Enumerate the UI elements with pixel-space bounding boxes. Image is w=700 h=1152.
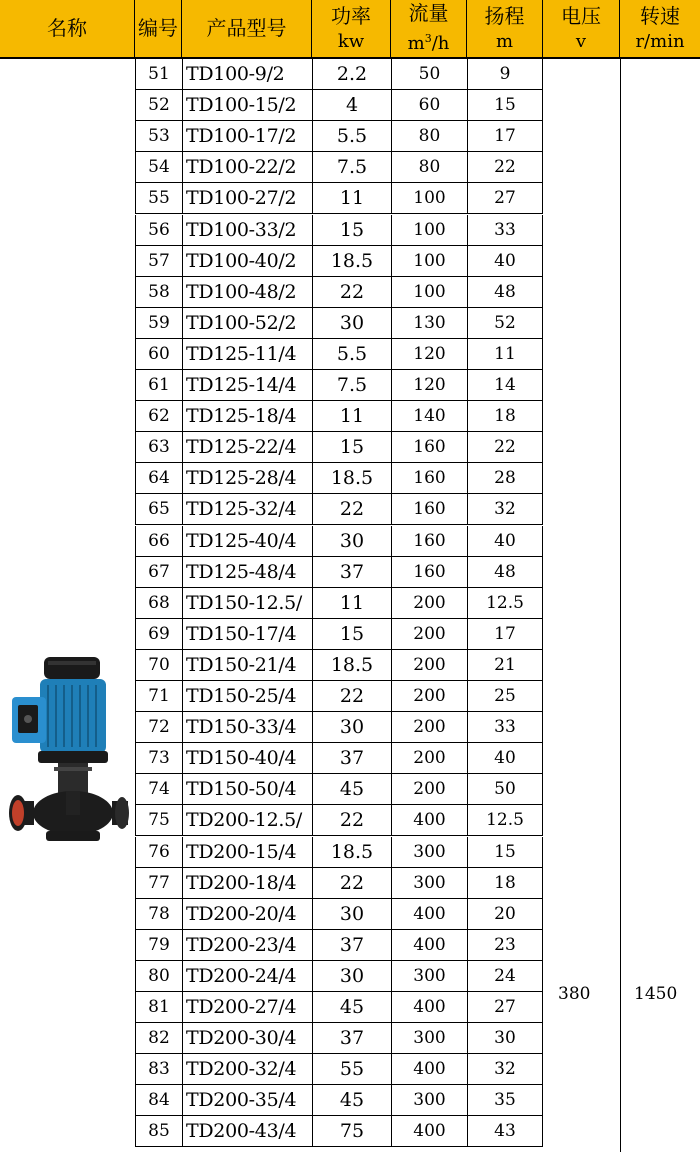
row-flow: 80 — [391, 121, 467, 152]
header-number — [135, 0, 182, 59]
row-power: 37 — [312, 1023, 391, 1054]
row-number: 68 — [135, 588, 182, 619]
header-speed-label: 转速 — [640, 3, 680, 28]
row-model: TD100-52/2 — [182, 308, 312, 339]
row-model: TD100-17/2 — [182, 121, 312, 152]
row-number: 75 — [135, 805, 182, 836]
header-power-unit: kw — [337, 30, 365, 52]
row-head: 17 — [467, 619, 543, 650]
row-model: TD150-40/4 — [182, 743, 312, 774]
header-power-label: 功率 — [331, 3, 371, 28]
row-head: 20 — [467, 899, 543, 930]
row-head: 40 — [467, 743, 543, 774]
header-voltage-unit: v — [575, 30, 587, 52]
row-model: TD200-32/4 — [182, 1054, 312, 1085]
header-number-label: 编号 — [138, 16, 178, 40]
table-row — [135, 121, 543, 152]
row-flow: 400 — [391, 899, 467, 930]
row-head: 15 — [467, 90, 543, 121]
row-flow: 400 — [391, 992, 467, 1023]
row-flow: 80 — [391, 152, 467, 183]
row-head: 24 — [467, 961, 543, 992]
row-model: TD100-9/2 — [182, 59, 312, 90]
row-head: 22 — [467, 432, 543, 463]
row-model: TD150-21/4 — [182, 650, 312, 681]
row-power: 22 — [312, 681, 391, 712]
table-row — [135, 183, 543, 214]
row-power: 4 — [312, 90, 391, 121]
row-power: 37 — [312, 557, 391, 588]
row-model: TD125-40/4 — [182, 526, 312, 557]
row-head: 25 — [467, 681, 543, 712]
row-head: 12.5 — [467, 588, 543, 619]
row-number: 80 — [135, 961, 182, 992]
row-model: TD200-20/4 — [182, 899, 312, 930]
row-flow: 300 — [391, 868, 467, 899]
row-power: 5.5 — [312, 121, 391, 152]
row-number: 70 — [135, 650, 182, 681]
table-row — [135, 277, 543, 308]
row-power: 45 — [312, 992, 391, 1023]
row-model: TD200-18/4 — [182, 868, 312, 899]
row-flow: 120 — [391, 339, 467, 370]
row-number: 72 — [135, 712, 182, 743]
row-head: 32 — [467, 494, 543, 525]
row-flow: 100 — [391, 246, 467, 277]
row-head: 18 — [467, 401, 543, 432]
row-number: 59 — [135, 308, 182, 339]
row-number: 78 — [135, 899, 182, 930]
row-head: 9 — [467, 59, 543, 90]
row-power: 37 — [312, 930, 391, 961]
header-speed — [620, 0, 700, 59]
row-flow: 400 — [391, 930, 467, 961]
header-flow — [391, 0, 467, 59]
row-number: 74 — [135, 774, 182, 805]
row-model: TD100-15/2 — [182, 90, 312, 121]
row-head: 22 — [467, 152, 543, 183]
row-flow: 400 — [391, 1054, 467, 1085]
row-head: 48 — [467, 277, 543, 308]
row-model: TD200-15/4 — [182, 837, 312, 868]
row-flow: 160 — [391, 557, 467, 588]
row-flow: 100 — [391, 215, 467, 246]
table-row — [135, 774, 543, 805]
row-head: 33 — [467, 712, 543, 743]
table-row — [135, 1116, 543, 1147]
row-number: 62 — [135, 401, 182, 432]
row-model: TD150-17/4 — [182, 619, 312, 650]
header-model — [182, 0, 312, 59]
row-power: 2.2 — [312, 59, 391, 90]
header-power — [312, 0, 391, 59]
row-model: TD125-18/4 — [182, 401, 312, 432]
row-power: 7.5 — [312, 370, 391, 401]
row-number: 77 — [135, 868, 182, 899]
row-flow: 50 — [391, 59, 467, 90]
table-row — [135, 557, 543, 588]
row-flow: 140 — [391, 401, 467, 432]
row-flow: 300 — [391, 1023, 467, 1054]
header-voltage-label: 电压 — [561, 3, 601, 28]
row-power: 30 — [312, 712, 391, 743]
row-model: TD200-43/4 — [182, 1116, 312, 1147]
header-flow-unit — [408, 26, 450, 56]
row-head: 21 — [467, 650, 543, 681]
table-row — [135, 152, 543, 183]
row-power: 30 — [312, 961, 391, 992]
header-head — [467, 0, 543, 59]
row-power: 5.5 — [312, 339, 391, 370]
row-flow: 100 — [391, 277, 467, 308]
row-flow: 200 — [391, 619, 467, 650]
row-number: 82 — [135, 1023, 182, 1054]
row-model: TD150-33/4 — [182, 712, 312, 743]
row-head: 12.5 — [467, 805, 543, 836]
row-model: TD150-50/4 — [182, 774, 312, 805]
row-number: 54 — [135, 152, 182, 183]
row-model: TD150-25/4 — [182, 681, 312, 712]
header-speed-unit: r/min — [635, 30, 685, 52]
row-head: 18 — [467, 868, 543, 899]
table-row — [135, 681, 543, 712]
row-number: 67 — [135, 557, 182, 588]
row-power: 30 — [312, 899, 391, 930]
row-flow: 300 — [391, 961, 467, 992]
row-model: TD200-30/4 — [182, 1023, 312, 1054]
table-row — [135, 930, 543, 961]
row-model: TD100-27/2 — [182, 183, 312, 214]
row-head: 52 — [467, 308, 543, 339]
row-flow: 200 — [391, 650, 467, 681]
row-number: 63 — [135, 432, 182, 463]
row-flow: 160 — [391, 463, 467, 494]
row-number: 76 — [135, 837, 182, 868]
row-head: 28 — [467, 463, 543, 494]
row-head: 32 — [467, 1054, 543, 1085]
row-model: TD200-24/4 — [182, 961, 312, 992]
row-number: 51 — [135, 59, 182, 90]
row-number: 58 — [135, 277, 182, 308]
row-number: 56 — [135, 215, 182, 246]
row-number: 85 — [135, 1116, 182, 1147]
row-power: 22 — [312, 277, 391, 308]
row-model: TD125-48/4 — [182, 557, 312, 588]
row-number: 60 — [135, 339, 182, 370]
row-power: 37 — [312, 743, 391, 774]
row-number: 53 — [135, 121, 182, 152]
row-power: 18.5 — [312, 837, 391, 868]
table-row — [135, 432, 543, 463]
row-head: 48 — [467, 557, 543, 588]
table-row — [135, 743, 543, 774]
row-power: 15 — [312, 619, 391, 650]
row-number: 61 — [135, 370, 182, 401]
row-number: 52 — [135, 90, 182, 121]
row-head: 40 — [467, 246, 543, 277]
table-row — [135, 339, 543, 370]
row-model: TD125-32/4 — [182, 494, 312, 525]
row-model: TD100-48/2 — [182, 277, 312, 308]
row-model: TD200-12.5/ — [182, 805, 312, 836]
table-row — [135, 868, 543, 899]
table-row — [135, 526, 543, 557]
table-row — [135, 619, 543, 650]
row-power: 15 — [312, 432, 391, 463]
header-name — [0, 0, 135, 59]
row-power: 18.5 — [312, 246, 391, 277]
header-name-label: 名称 — [47, 16, 87, 40]
shared-voltage: 380 — [558, 984, 591, 1004]
row-number: 69 — [135, 619, 182, 650]
row-flow: 300 — [391, 837, 467, 868]
row-head: 30 — [467, 1023, 543, 1054]
row-number: 79 — [135, 930, 182, 961]
row-model: TD150-12.5/ — [182, 588, 312, 619]
row-head: 27 — [467, 992, 543, 1023]
table-row — [135, 59, 543, 90]
row-power: 75 — [312, 1116, 391, 1147]
row-flow: 200 — [391, 774, 467, 805]
table-row — [135, 1023, 543, 1054]
row-flow: 200 — [391, 712, 467, 743]
row-number: 83 — [135, 1054, 182, 1085]
row-flow: 130 — [391, 308, 467, 339]
header-head-label: 扬程 — [484, 3, 525, 28]
row-head: 14 — [467, 370, 543, 401]
row-model: TD100-40/2 — [182, 246, 312, 277]
header-model-label: 产品型号 — [206, 16, 287, 40]
row-model: TD125-22/4 — [182, 432, 312, 463]
row-power: 11 — [312, 401, 391, 432]
row-head: 15 — [467, 837, 543, 868]
row-model: TD100-33/2 — [182, 215, 312, 246]
row-power: 18.5 — [312, 650, 391, 681]
row-model: TD125-28/4 — [182, 463, 312, 494]
row-flow: 200 — [391, 743, 467, 774]
row-power: 18.5 — [312, 463, 391, 494]
row-number: 57 — [135, 246, 182, 277]
row-power: 15 — [312, 215, 391, 246]
table-row — [135, 308, 543, 339]
table-row — [135, 90, 543, 121]
table-row — [135, 961, 543, 992]
row-number: 73 — [135, 743, 182, 774]
header-flow-unit-base: m — [407, 33, 425, 54]
name-column — [0, 59, 135, 1152]
row-power: 30 — [312, 526, 391, 557]
header-flow-label: 流量 — [408, 1, 449, 25]
row-power: 22 — [312, 494, 391, 525]
table-row — [135, 588, 543, 619]
row-power: 30 — [312, 308, 391, 339]
table-row — [135, 463, 543, 494]
row-flow: 400 — [391, 805, 467, 836]
row-model: TD200-35/4 — [182, 1085, 312, 1116]
row-flow: 100 — [391, 183, 467, 214]
row-number: 81 — [135, 992, 182, 1023]
table-row — [135, 401, 543, 432]
header-voltage — [543, 0, 620, 59]
row-head: 50 — [467, 774, 543, 805]
shared-speed: 1450 — [634, 984, 678, 1004]
header-head-unit: m — [495, 30, 514, 52]
table-row — [135, 837, 543, 868]
table-row — [135, 1054, 543, 1085]
row-head: 17 — [467, 121, 543, 152]
row-power: 7.5 — [312, 152, 391, 183]
pump-image — [8, 655, 130, 855]
row-model: TD200-27/4 — [182, 992, 312, 1023]
row-power: 22 — [312, 868, 391, 899]
row-head: 35 — [467, 1085, 543, 1116]
voltage-speed-divider — [620, 59, 621, 1152]
row-flow: 160 — [391, 494, 467, 525]
row-flow: 200 — [391, 588, 467, 619]
row-head: 40 — [467, 526, 543, 557]
row-number: 65 — [135, 494, 182, 525]
row-flow: 300 — [391, 1085, 467, 1116]
row-head: 23 — [467, 930, 543, 961]
row-power: 11 — [312, 588, 391, 619]
row-power: 11 — [312, 183, 391, 214]
row-number: 66 — [135, 526, 182, 557]
row-head: 33 — [467, 215, 543, 246]
row-model: TD100-22/2 — [182, 152, 312, 183]
table-row — [135, 370, 543, 401]
table-row — [135, 805, 543, 836]
row-model: TD125-11/4 — [182, 339, 312, 370]
header-flow-unit-tail: /h — [431, 33, 450, 54]
row-model: TD200-23/4 — [182, 930, 312, 961]
row-flow: 120 — [391, 370, 467, 401]
table-row — [135, 992, 543, 1023]
table-header — [0, 0, 700, 59]
table-row — [135, 650, 543, 681]
table-row — [135, 215, 543, 246]
table-row — [135, 899, 543, 930]
table-row — [135, 246, 543, 277]
row-head: 11 — [467, 339, 543, 370]
row-number: 71 — [135, 681, 182, 712]
row-head: 43 — [467, 1116, 543, 1147]
table-row — [135, 494, 543, 525]
row-flow: 400 — [391, 1116, 467, 1147]
row-power: 45 — [312, 1085, 391, 1116]
row-flow: 160 — [391, 432, 467, 463]
table-row — [135, 1085, 543, 1116]
row-power: 22 — [312, 805, 391, 836]
row-model: TD125-14/4 — [182, 370, 312, 401]
row-flow: 160 — [391, 526, 467, 557]
row-number: 84 — [135, 1085, 182, 1116]
row-number: 64 — [135, 463, 182, 494]
row-number: 55 — [135, 183, 182, 214]
table-row — [135, 712, 543, 743]
row-power: 45 — [312, 774, 391, 805]
header-flow-unit-sup: 3 — [424, 32, 432, 45]
row-power: 55 — [312, 1054, 391, 1085]
row-flow: 200 — [391, 681, 467, 712]
row-flow: 60 — [391, 90, 467, 121]
row-head: 27 — [467, 183, 543, 214]
